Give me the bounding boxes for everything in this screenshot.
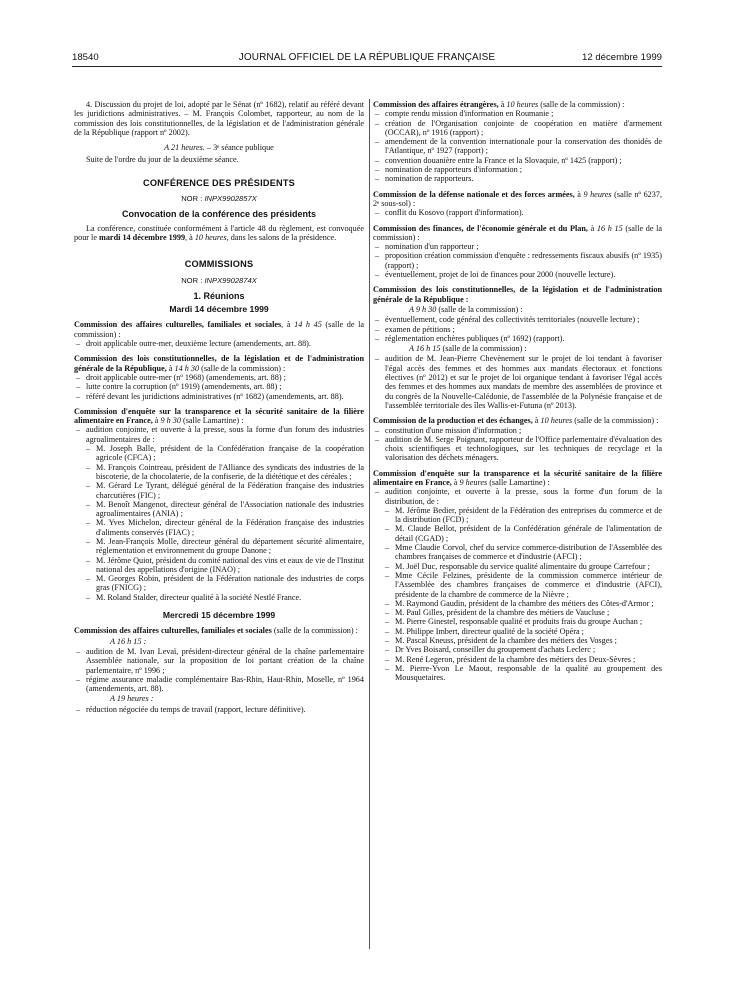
commission-heading: Commission des finances, de l'économie générale et du Plan, à 16 h 15 (salle de la commission) : [373,223,663,242]
list-item: – amendement de la convention internationale pour la conservation des thonidés de l'Atlantique, nº 1927 (rapport) ; [373,137,662,156]
agenda-list [373,242,662,279]
list-item: – régime assurance maladie complémentaire Bas-Rhin, Haut-Rhin, Moselle, nº 1964 (amendements, art. 88). [74,675,364,694]
commission-name: Commission des affaires culturelles, familiales et sociales [74,626,272,636]
agenda-list [373,109,662,183]
commission-name: Commission d'enquête sur la transparence et la sécurité sanitaire de la filière alimentaire en France, [74,406,364,426]
convocation-date: mardi 14 décembre 1999 [99,232,186,242]
participant-item: – M. Pierre Ginestel, responsable qualité et produits frais du groupe Auchan ; [373,617,662,626]
list-item: – nomination de rapporteurs d'information ; [373,165,662,174]
day-heading-tuesday: Mardi 14 décembre 1999 [169,304,269,315]
page-header [72,52,662,66]
commission-heading: Commission des affaires étrangères, à 10 heures (salle de la commission) : [373,100,625,109]
list-item: – référé devant les juridictions administratives (nº 1682) (amendements, art. 88). [74,392,364,401]
participant-item: – Mme Cécile Felzines, présidente de la commission commerce intérieur de l'Assemblée des chambres françaises de commerce et d'industrie (AFCI), présidente de la chambre de commerce de la Nièvre ; [373,571,662,599]
meeting-time: 14 h 45 [294,320,322,330]
list-item: – convention douanière entre la France et la Slovaquie, nº 1425 (rapport) ; [373,156,662,165]
participant-item: – M. Gérard Le Tyrant, délégué général de la Fédération française des industries charcutières (FIC) ; [74,481,364,500]
commission-heading [373,285,662,304]
reunions-title: 1. Réunions [193,290,245,301]
convocation-text-a: La conférence, constituée conformément à l'article 48 du règlement, est convoquée pour le [74,223,364,242]
list-item: – lutte contre la corruption (nº 1919) (amendements, art. 88) ; [74,382,364,391]
list-item: – nomination d'un rapporteur ; [373,242,662,251]
convocation-text-c: , à [185,232,195,242]
participant-item: – M. Georges Robin, président de la Fédération nationale des industries de corps gras (FNICG) ; [74,574,364,593]
time-slot [373,305,662,314]
agenda-list [373,315,662,343]
participant-list [373,506,662,683]
convocation-text-e: , dans les salons de la présidence. [226,232,337,242]
agenda-list [74,339,364,348]
commission-heading: Commission d'enquête sur la transparence et la sécurité sanitaire de la filière alimentaire en France, à 9 heures (salle Lamartine) : [373,468,662,487]
meeting-room: (salle de la commission) : [574,416,659,426]
commission-name: Commission des finances, de l'économie générale et du Plan, [373,223,588,233]
agenda-list [74,647,364,693]
nor-code: INPX9902857X [204,194,257,204]
participant-item: – M. Pascal Kneuss, président de la chambre des métiers des Vosges ; [373,636,662,645]
participant-item: – M. Raymond Gaudin, président de la chambre des métiers des Côtes-d'Armor ; [373,599,662,608]
meeting-room: (salle Lamartine) : [183,416,244,426]
commission-name: Commission des lois constitutionnelles, de la législation et de l'administration générale de la République : [373,285,662,304]
agenda-list [373,354,662,410]
nor-code: INPX9902874X [204,275,257,285]
list-item: – audition conjointe, et ouverte à la presse, sous la forme d'un forum des industries agroalimentaires de : [74,425,364,444]
participant-item: – Dr Yves Boisard, conseiller du groupement d'achats Leclerc ; [373,645,662,654]
convocation-time: 10 heures [194,232,227,242]
participant-item: – M. Paul Gilles, président de la chambre des métiers de Vaucluse ; [373,608,662,617]
list-item: – création de l'Organisation conjointe de coopération en matière d'armement (OCCAR), nº 1916 (rapport) ; [373,119,662,138]
meeting-room: (salle nº 6237, 2ᵉ sous-sol) : [373,189,662,208]
commissions-title: COMMISSIONS [184,259,254,270]
seance-3-label: – 3ᵉ séance publique [204,143,274,153]
participant-item: – M. Benoît Mangenot, directeur général de l'Association nationale des industries agroalimentaires (ANIA) ; [74,500,364,519]
participant-item: – M. Joseph Balle, président de la Confédération française de la coopération agricole (CFCA) ; [74,444,364,463]
meeting-room: (salle de la commission) : [273,626,358,636]
participant-item: – M. Joël Duc, responsable du service qualité alimentaire du groupe Carrefour ; [373,562,662,571]
list-item: – proposition création commission d'enquête : redressements fiscaux abusifs (nº 1935) (rapport) ; [373,251,662,270]
convocation-title: Convocation de la conférence des présidents [121,209,317,220]
list-item: – audition de M. Serge Poignant, rapporteur de l'Office parlementaire d'évaluation des choix scientifiques et technologiques, sur les techniques de recyclage et la valorisation des déchets ménagers. [373,435,662,463]
meeting-room: (salle de la commission) : [74,320,365,339]
issue-date: 12 décembre 1999 [581,52,662,63]
meeting-room: (salle de la commission) : [442,344,527,354]
commission-heading: Commission d'enquête sur la transparence et la sécurité sanitaire de la filière alimentaire en France, à 9 h 30 (salle Lamartine) : [74,406,364,426]
meeting-time: 9 heures [583,189,612,199]
commission-heading: Commission des lois constitutionnelles, de la législation et de l'administration générale de la République, à 14 h 30 (salle de la commission) : [74,354,364,373]
commission-heading: Commission de la défense nationale et des forces armées, à 9 heures (salle nº 6237, 2ᵉ sous-sol) : [373,189,662,208]
time-slot [74,694,364,703]
commission-name: Commission des affaires étrangères, [373,100,499,109]
meeting-room: (salle de la commission) : [373,223,663,242]
meeting-room: (salle de la commission) : [540,100,625,109]
day-heading-wednesday: Mercredi 15 décembre 1999 [162,610,276,621]
participant-item: – Mme Claudie Corvol, chef du service commerce-distribution de l'Assemblée des chambres françaises de commerce et d'industrie (AFCI) ; [373,543,662,562]
right-column [373,100,662,683]
list-item: – compte rendu mission d'information en Roumanie ; [373,109,662,118]
meeting-time: A 16 h 15 : [110,636,147,646]
meeting-time: 10 heures [540,416,573,426]
list-item: – droit applicable outre-mer (nº 1968) (amendements, art. 88) ; [74,373,364,382]
conference-nor [74,194,364,203]
meeting-time: A 19 heures : [110,694,154,704]
agenda-list [74,705,364,714]
conference-title: CONFÉRENCE DES PRÉSIDENTS [142,177,296,188]
commission-name: Commission de la production et des échanges, [373,416,533,426]
list-item: – examen de pétitions ; [373,325,662,334]
meeting-room: (salle de la commission) : [438,304,523,314]
journal-title: JOURNAL OFFICIEL DE LA RÉPUBLIQUE FRANÇAISE [238,52,496,63]
meeting-time: 9 heures [459,477,488,487]
meeting-time: 10 heures [506,100,539,109]
commission-name: Commission d'enquête sur la transparence et la sécurité sanitaire de la filière alimentaire en France, [373,468,662,487]
meeting-time: 14 h 30 [174,363,200,373]
commission-name: Commission des lois constitutionnelles, de la législation et de l'administration générale de la République, [74,354,364,373]
nor-label: NOR : [181,275,203,285]
participant-item: – M. Jérôme Bedier, président de la Fédération des entreprises du commerce et de la distribution (FCD) ; [373,506,662,525]
seance-3-heading [74,143,364,152]
commission-heading [74,626,364,635]
list-item: – éventuellement, code général des collectivités territoriales (nouvelle lecture) ; [373,315,662,324]
agenda-list [74,425,364,444]
left-column [74,100,364,714]
agenda-list [373,426,662,463]
header-rule [72,66,662,67]
list-item: – réduction négociée du temps de travail (rapport, lecture définitive). [74,705,364,714]
list-item: – conflit du Kosovo (rapport d'information). [373,208,662,217]
meeting-time: 16 h 15 [596,223,623,233]
list-item: – droit applicable outre-mer, deuxième lecture (amendements, art. 88). [74,339,364,348]
list-item: – audition de M. Jean-Pierre Chevènement sur le projet de loi tendant à favoriser l'égal accès des femmes et des hommes aux mandats électoraux et fonctions électives (nº 2012) et sur le projet de loi organique tendant à favoriser l'égal accès des femmes et des hommes aux mandats de membre des assemblées de province et du congrès de la Nouvelle-Calédonie, de l'assemblée de la Polynésie française et de l'assemblée territoriale des îles Wallis-et-Futuna (nº 2013). [373,354,662,410]
meeting-room: (salle Lamartine) : [489,477,550,487]
list-item: – audition conjointe, et ouverte à la presse, sous la forme d'un forum de la distribution, de : [373,487,662,506]
meeting-time: 9 h 30 [160,416,181,426]
list-item: – réglementation enchères publiques (nº 1692) (rapport). [373,334,662,343]
participant-item: – M. Jérôme Quiot, président du comité national des vins et eaux de vie de l'Institut national des appellations d'origine (INAO) ; [74,556,364,575]
time-slot [373,344,662,353]
participant-item: – M. François Cointreau, président de l'Alliance des syndicats des industries de la biscoterie, de la chocolaterie, de la confiserie, de la diététique et des céréales ; [74,463,364,482]
agenda-list [74,373,364,401]
commission-name: Commission de la défense nationale et des forces armées, [373,189,575,199]
list-item: – éventuellement, projet de loi de finances pour 2000 (nouvelle lecture). [373,270,662,279]
participant-item: – M. Pierre-Yvon Le Maout, responsable de la qualité au groupement des Mousquetaires. [373,664,662,683]
participant-item: – M. Roland Stalder, directeur qualité à la société Nestlé France. [74,593,364,602]
page-number: 18540 [72,52,99,63]
participant-item: – M. Philippe Imbert, directeur qualité de la société Opéra ; [373,627,662,636]
agenda-list [373,208,662,217]
participant-item: – M. Yves Michelon, directeur général de la Fédération française des industries d'aliments conservés (FIAC) ; [74,518,364,537]
participant-item: – M. Jean-François Molle, directeur général du département sécurité alimentaire, réglementation et environnement du groupe Danone ; [74,537,364,556]
list-item: – audition de M. Ivan Levaï, président-directeur général de la chaîne parlementaire Assemblée nationale, sur la proposition de loi portant création de la chaîne parlementaire, nº 1996 ; [74,647,364,675]
meeting-time: A 9 h 30 [409,304,437,314]
agenda-item-4: 4. Discussion du projet de loi, adopté par le Sénat (nº 1682), relatif au référé devant les juridictions administratives. – M. François Colombet, rapporteur, au nom de la commission des lois constitutionnelles, de la législation et de l'administration générale de la République (rapport nº 2002). [74,100,364,137]
list-item: – nomination de rapporteurs. [373,174,662,183]
convocation-text [74,224,364,243]
meeting-time: A 16 h 15 [409,344,441,354]
commission-heading: Commission des affaires culturelles, familiales et sociales, à 14 h 45 (salle de la commission) : [74,320,365,339]
participant-item: – M. Claude Bellot, président de la Confédération générale de l'alimentation de détail (CGAD) ; [373,524,662,543]
participant-item: – M. René Legeron, président de la chambre des métiers des Deux-Sèvres ; [373,655,662,664]
nor-label: NOR : [181,194,203,204]
participant-list [74,444,364,602]
column-divider [369,99,370,949]
meeting-room: (salle de la commission) : [201,363,286,373]
commission-heading: Commission de la production et des échanges, à 10 heures (salle de la commission) : [373,416,659,426]
list-item: – constitution d'une mission d'information ; [373,426,662,435]
commission-name: Commission des affaires culturelles, familiales et sociales [74,320,282,330]
commissions-nor [74,276,364,285]
agenda-list [373,487,662,506]
seance-3-suite: Suite de l'ordre du jour de la deuxième séance. [86,155,239,165]
seance-3-time: A 21 heures. [164,143,205,153]
time-slot [74,637,364,646]
